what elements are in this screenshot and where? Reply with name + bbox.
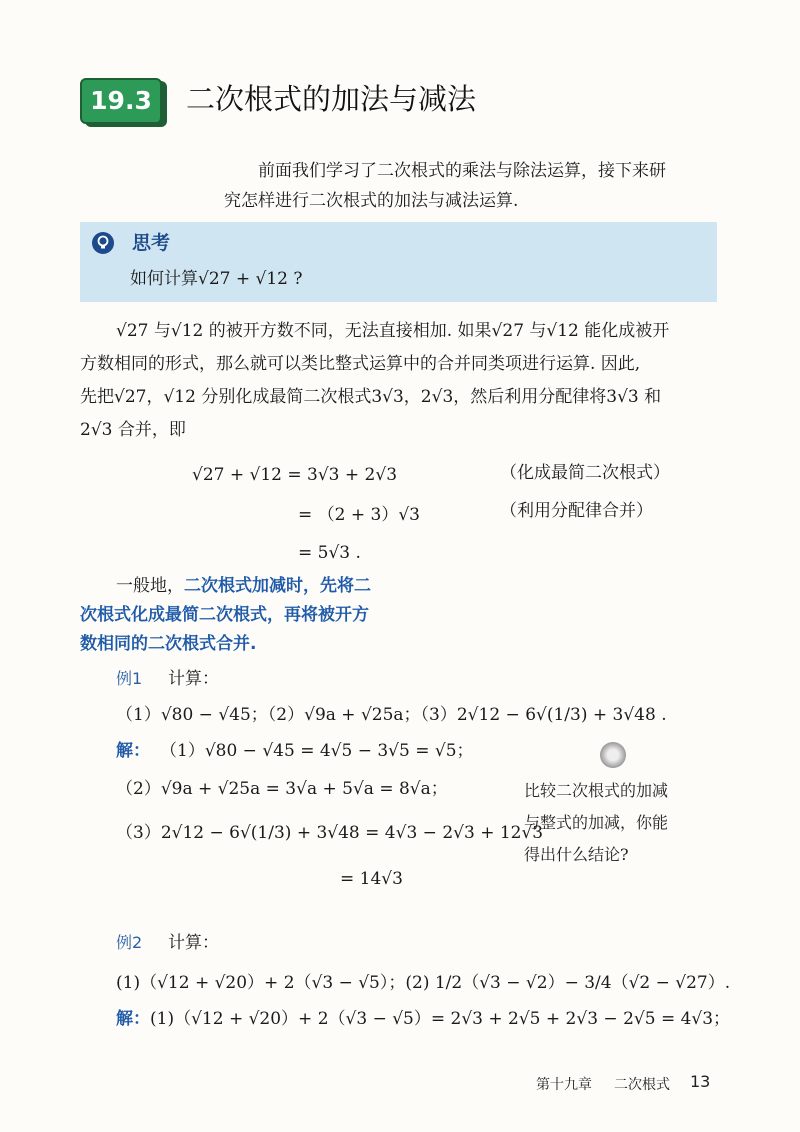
side-note-line-3: 得出什么结论? [524, 845, 629, 864]
derivation-step-3: = 5√3 . [298, 543, 361, 563]
rule-prefix: 一般地， [116, 576, 184, 596]
example-1-solution-3b: = 14√3 [340, 869, 403, 889]
rule-line-3: 数相同的二次根式合并. [80, 634, 257, 654]
example-2-solution-label: 解： [116, 1009, 150, 1029]
example-1-solution-2: （2）√9a + √25a = 3√a + 5√a = 8√a； [116, 779, 448, 799]
footer-topic: 二次根式 [614, 1077, 670, 1093]
example-1-solution-1: （1）√80 − √45 = 4√5 − 3√5 = √5； [160, 741, 474, 761]
paragraph-line-1: √27 与√12 的被开方数不同，无法直接相加. 如果√27 与√12 能化成被开 [116, 321, 670, 341]
side-note-line-2: 与整式的加减，你能 [524, 813, 669, 832]
section-number-badge: 19.3 [80, 78, 162, 124]
intro-line-1: 前面我们学习了二次根式的乘法与除法运算，接下来研 [258, 161, 666, 181]
example-1-problems: （1）√80 − √45；（2）√9a + √25a；（3）2√12 − 6√(1/3) + 3√48 . [116, 705, 667, 725]
example-1-solution-label: 解： [116, 741, 150, 761]
side-note-line-1: 比较二次根式的加减 [524, 781, 669, 800]
example-2-solution-1: (1)（√12 + √20）+ 2（√3 − √5）= 2√3 + 2√5 + 2√3 − 2√5 = 4√3； [150, 1009, 731, 1029]
think-label: 思考 [132, 232, 171, 254]
example-1-label: 例1 [116, 669, 143, 688]
example-2-label: 例2 [116, 933, 143, 952]
example-2-prompt: 计算： [168, 933, 219, 953]
rule-line-2: 次根式化成最简二次根式，再将被开方 [80, 605, 369, 625]
rule-highlight-1: 二次根式加减时，先将二 [184, 576, 371, 596]
footer-chapter: 第十九章 [536, 1077, 592, 1093]
derivation-step-2: = （2 + 3）√3 [298, 505, 420, 525]
derivation-note-2: （利用分配律合并） [500, 501, 653, 521]
rule-line-1 [116, 572, 371, 600]
section-title: 二次根式的加法与减法 [186, 82, 477, 116]
derivation-step-1: √27 + √12 = 3√3 + 2√3 [192, 465, 398, 485]
paragraph-line-4: 2√3 合并，即 [80, 420, 186, 440]
example-1-solution-3: （3）2√12 − 6√(1/3) + 3√48 = 4√3 − 2√3 + 12√3 [116, 823, 544, 843]
page-number: 13 [690, 1072, 711, 1091]
side-note [524, 775, 724, 871]
derivation-note-1: （化成最简二次根式） [500, 463, 670, 483]
paragraph-line-2: 方数相同的形式，那么就可以类比整式运算中的合并同类项进行运算. 因此, [80, 354, 641, 374]
think-question: 如何计算√27 + √12 ? [130, 269, 303, 289]
intro-line-2: 究怎样进行二次根式的加法与减法运算. [224, 191, 519, 211]
paragraph-line-3: 先把√27，√12 分别化成最简二次根式3√3，2√3，然后利用分配律将3√3 和 [80, 387, 662, 407]
lightbulb-icon [92, 232, 114, 254]
example-2-problems: (1)（√12 + √20）+ 2（√3 − √5）；(2) 1/2（√3 − √2）− 3/4（√2 − √27）. [116, 973, 731, 993]
note-pin-icon [600, 742, 626, 768]
example-1-prompt: 计算： [168, 669, 219, 689]
